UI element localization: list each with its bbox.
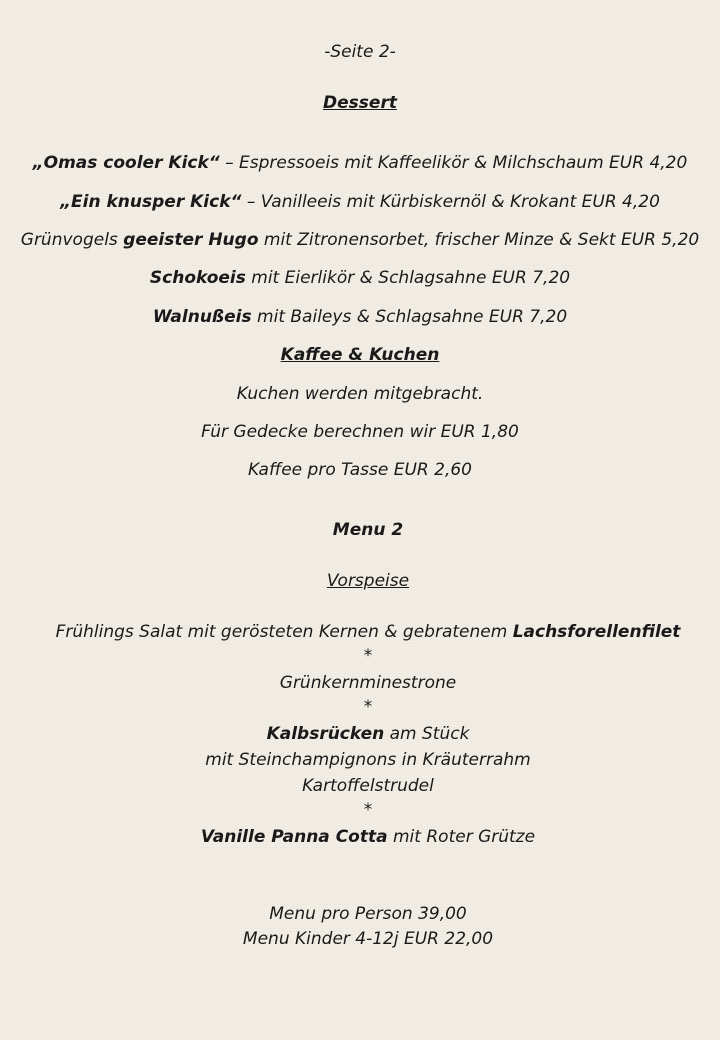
dessert-item: „Omas cooler Kick“ – Espressoeis mit Kaffeelikör & Milchschaum EUR 4,20 [32,153,688,173]
menu-main-line3: Kartoffelstrudel [302,776,434,796]
menu-main: Kalbsrücken am Stück [266,724,470,744]
menu-separator: * [363,646,373,666]
dessert-item: Grünvogels geeister Hugo mit Zitronensorbet, frischer Minze & Sekt EUR 5,20 [20,230,700,250]
menu-starter: Frühlings Salat mit gerösteten Kernen & gebratenem Lachsforellenfilet [55,622,681,642]
kaffee-line: Für Gedecke berechnen wir EUR 1,80 [201,422,519,442]
dessert-item: Schokoeis mit Eierlikör & Schlagsahne EUR 7,20 [149,268,571,288]
menu-main-line2: mit Steinchampignons in Kräuterrahm [205,750,531,770]
kaffee-line: Kaffee pro Tasse EUR 2,60 [248,460,472,480]
menu-separator: * [363,697,373,717]
menu-dessert: Vanille Panna Cotta mit Roter Grütze [200,827,536,847]
dessert-item: „Ein knusper Kick“ – Vanilleeis mit Kürbiskernöl & Krokant EUR 4,20 [60,192,660,212]
dessert-heading: Dessert [323,93,397,113]
menu-separator: * [363,800,373,820]
menu-soup: Grünkernminestrone [279,673,457,693]
page-label: -Seite 2- [324,42,396,62]
dessert-item: Walnußeis mit Baileys & Schlagsahne EUR 7,20 [152,307,568,327]
kaffee-heading: Kaffee & Kuchen [280,345,440,365]
menu-price-adult: Menu pro Person 39,00 [269,904,467,924]
menu-subtitle: Vorspeise [326,571,410,591]
menu-title: Menu 2 [332,520,404,540]
menu-price-child: Menu Kinder 4-12j EUR 22,00 [242,929,494,949]
kaffee-line: Kuchen werden mitgebracht. [236,384,484,404]
